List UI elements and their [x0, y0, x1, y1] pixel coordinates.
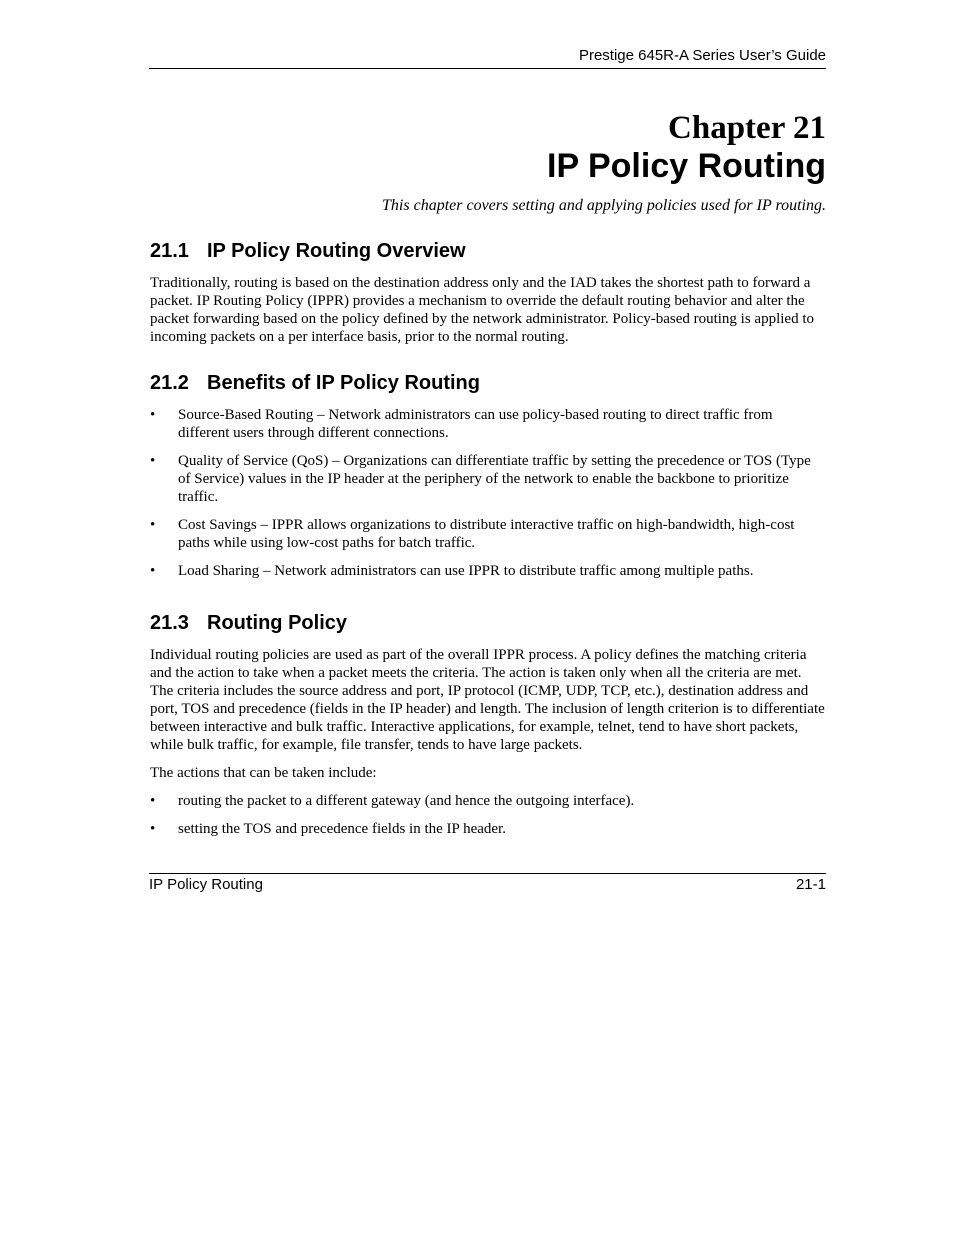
running-footer [149, 873, 826, 894]
list-item-text: Quality of Service (QoS) – Organizations can differentiate traffic by setting the precedence or TOS (Type of Service) values in the IP header at the periphery of the network to enable the backbone to prioritize traffic. [178, 453, 811, 505]
list-item-text: routing the packet to a different gateway (and hence the outgoing interface). [178, 793, 635, 809]
bullet-icon: • [150, 793, 156, 809]
bullet-icon: • [150, 821, 156, 837]
chapter-heading [149, 108, 826, 216]
bullet-list [150, 792, 826, 838]
section-routing-policy [150, 608, 826, 838]
list-item-text: Load Sharing – Network administrators can use IPPR to distribute traffic among multiple paths. [178, 563, 754, 579]
list-item [150, 562, 826, 580]
page-number: 21-1 [795, 876, 826, 893]
bullet-list [150, 406, 826, 580]
list-item [150, 452, 826, 506]
guide-title: Prestige 645R-A Series User’s Guide [578, 47, 826, 64]
section-title: Routing Policy [207, 612, 347, 634]
bullet-icon: • [150, 453, 156, 469]
list-item-text: Cost Savings – IPPR allows organizations to distribute interactive traffic on high-bandwidth, high-cost paths while using low-cost paths for batch traffic. [178, 517, 795, 551]
list-item [150, 792, 826, 810]
section-heading [150, 608, 826, 638]
section-overview [150, 236, 826, 346]
section-number: 21.2 [150, 372, 189, 394]
section-benefits [150, 368, 826, 580]
section-number: 21.1 [150, 240, 189, 262]
chapter-number: Chapter 21 [668, 110, 826, 146]
section-title: IP Policy Routing Overview [207, 240, 466, 262]
section-heading [150, 368, 826, 398]
paragraph: The actions that can be taken include: [150, 765, 377, 781]
bullet-icon: • [150, 407, 156, 423]
list-item-text: setting the TOS and precedence fields in the IP header. [178, 821, 506, 837]
paragraph: Traditionally, routing is based on the destination address only and the IAD takes the shortest path to forward a packet. IP Routing Policy (IPPR) provides a mechanism to override the default routing behavior and alter the packet forwarding based on the policy defined by the network administrator. Policy-based routing is applied to incoming packets on a per interface basis, prior to the normal routing. [150, 275, 814, 345]
section-number: 21.3 [150, 612, 189, 634]
chapter-intro: This chapter covers setting and applying policies used for IP routing. [382, 197, 826, 214]
running-header [149, 47, 826, 69]
section-title: Benefits of IP Policy Routing [207, 372, 480, 394]
section-heading [150, 236, 826, 266]
list-item [150, 820, 826, 838]
bullet-icon: • [150, 517, 156, 533]
footer-chapter-name: IP Policy Routing [149, 876, 263, 893]
chapter-title: IP Policy Routing [547, 147, 826, 185]
list-item [150, 516, 826, 552]
list-item-text: Source-Based Routing – Network administrators can use policy-based routing to direct traffic from different users through different connections. [178, 407, 773, 441]
bullet-icon: • [150, 563, 156, 579]
list-item [150, 406, 826, 442]
paragraph: Individual routing policies are used as part of the overall IPPR process. A policy defines the matching criteria and the action to take when a packet meets the criteria. The action is taken only when all the criteria are met. The criteria includes the source address and port, IP protocol (ICMP, UDP, TCP, etc.), destination address and port, TOS and precedence (fields in the IP header) and length. The inclusion of length criterion is to differentiate between interactive and bulk traffic. Interactive applications, for example, telnet, tend to have short packets, while bulk traffic, for example, file transfer, tends to have large packets. [150, 647, 825, 753]
main-content [150, 236, 826, 848]
